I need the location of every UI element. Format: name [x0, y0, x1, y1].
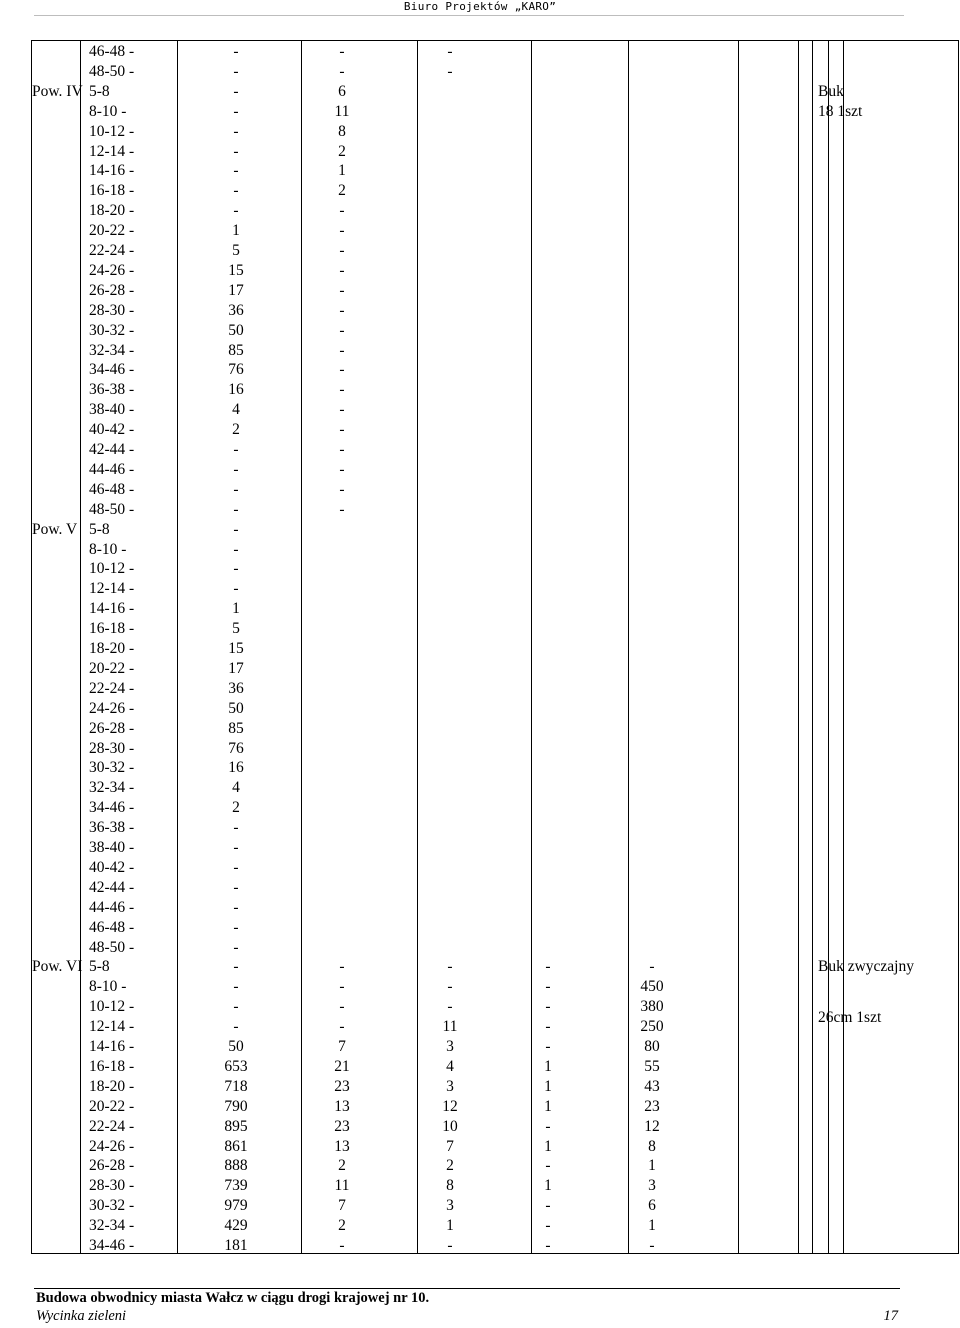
diameter-range: 5-8 — [89, 82, 110, 100]
count-cell: - — [233, 858, 239, 876]
count-cell: - — [233, 978, 239, 996]
count-cell: - — [233, 938, 239, 956]
diameter-range: 18-20 - — [89, 1077, 135, 1095]
section-label: Pow. V — [32, 520, 78, 538]
count-cell: 4 — [446, 1057, 454, 1075]
diameter-range: 28-30 - — [89, 1177, 135, 1195]
diameter-range: 10-12 - — [89, 122, 135, 140]
diameter-range: 14-16 - — [89, 162, 135, 180]
diameter-range: 30-32 - — [89, 1197, 135, 1215]
diameter-range: 34-46 - — [89, 361, 135, 379]
diameter-range: 5-8 — [89, 958, 110, 976]
count-cell: - — [339, 222, 345, 240]
diameter-range: 22-24 - — [89, 679, 135, 697]
count-cell: 2 — [446, 1157, 454, 1175]
count-cell: 17 — [228, 281, 244, 299]
count-cell: - — [233, 958, 239, 976]
count-cell: 23 — [644, 1097, 660, 1115]
count-cell: 16 — [228, 381, 244, 399]
diameter-range: 10-12 - — [89, 560, 135, 578]
species-note: Buk — [818, 82, 844, 100]
count-cell: - — [447, 958, 453, 976]
count-cell: - — [233, 43, 239, 60]
count-cell: - — [233, 878, 239, 896]
diameter-range: 34-46 - — [89, 799, 135, 817]
count-cell: - — [339, 381, 345, 399]
count-cell: 380 — [640, 998, 664, 1016]
count-cell: - — [649, 1237, 655, 1254]
section-label: Pow. IV — [32, 82, 83, 100]
count-cell: 2 — [338, 182, 346, 200]
count-cell: - — [339, 978, 345, 996]
count-cell: 181 — [224, 1237, 248, 1254]
count-cell: 8 — [446, 1177, 454, 1195]
count-cell: 790 — [224, 1097, 248, 1115]
count-cell: 15 — [228, 640, 244, 657]
count-cell: 5 — [232, 242, 240, 259]
diameter-range: 8-10 - — [89, 540, 127, 558]
count-cell: 16 — [228, 759, 244, 777]
count-cell: - — [339, 321, 345, 339]
diameter-range: 12-14 - — [89, 580, 135, 598]
count-cell: - — [233, 460, 239, 478]
count-cell: - — [233, 839, 239, 856]
count-cell: 1 — [338, 162, 346, 180]
diameter-range: 24-26 - — [89, 261, 135, 279]
count-cell: - — [339, 500, 345, 518]
count-cell: 1 — [544, 1097, 552, 1115]
count-cell: 13 — [334, 1137, 350, 1155]
count-cell: - — [339, 361, 345, 379]
count-cell: 3 — [446, 1197, 454, 1215]
diameter-range: 12-14 - — [89, 142, 135, 160]
count-cell: 50 — [228, 1038, 244, 1055]
diameter-range: 36-38 - — [89, 381, 135, 399]
diameter-range: 22-24 - — [89, 242, 135, 259]
count-cell: 2 — [338, 142, 346, 160]
diameter-range: 10-12 - — [89, 998, 135, 1016]
count-cell: - — [233, 1018, 239, 1036]
count-cell: 6 — [648, 1197, 656, 1215]
count-cell: - — [339, 281, 345, 299]
count-cell: - — [339, 242, 345, 259]
count-cell: 80 — [644, 1038, 660, 1055]
diameter-range: 36-38 - — [89, 819, 135, 837]
section-label: Pow. VI — [32, 958, 83, 976]
count-cell: - — [339, 261, 345, 279]
count-cell: 55 — [644, 1057, 660, 1075]
count-cell: - — [545, 978, 551, 996]
count-cell: - — [233, 918, 239, 936]
diameter-range: 26-28 - — [89, 719, 135, 737]
count-cell: - — [545, 998, 551, 1016]
count-cell: - — [233, 102, 239, 120]
header-title: Biuro Projektów „KARO” — [401, 0, 559, 13]
count-cell: - — [545, 1197, 551, 1215]
count-cell: 1 — [544, 1177, 552, 1195]
footer-subtitle: Wycinka zieleni — [36, 1308, 127, 1324]
count-cell: - — [545, 1237, 551, 1254]
diameter-range: 30-32 - — [89, 321, 135, 339]
count-cell: - — [339, 958, 345, 976]
data-table — [31, 40, 959, 1254]
count-cell: - — [233, 82, 239, 100]
count-cell: - — [233, 162, 239, 180]
diameter-range: 34-46 - — [89, 1237, 135, 1254]
diameter-range: 32-34 - — [89, 341, 135, 359]
count-cell: 8 — [338, 122, 346, 140]
diameter-range: 16-18 - — [89, 1057, 135, 1075]
count-cell: - — [545, 1157, 551, 1175]
count-cell: 739 — [224, 1177, 248, 1195]
count-cell: 21 — [334, 1057, 350, 1075]
count-cell: - — [447, 62, 453, 80]
count-cell: - — [545, 1117, 551, 1135]
count-cell: - — [233, 500, 239, 518]
count-cell: 718 — [224, 1077, 248, 1095]
count-cell: - — [339, 1018, 345, 1036]
count-cell: 10 — [442, 1117, 458, 1135]
count-cell: 76 — [228, 361, 244, 379]
diameter-range: 14-16 - — [89, 1038, 135, 1055]
count-cell: 7 — [446, 1137, 454, 1155]
table-column-rule — [738, 40, 739, 1254]
count-cell: 13 — [334, 1097, 350, 1115]
count-cell: - — [545, 1018, 551, 1036]
count-cell: 17 — [228, 659, 244, 677]
count-cell: 7 — [338, 1038, 346, 1055]
count-cell: 11 — [334, 102, 350, 120]
count-cell: 2 — [232, 421, 240, 439]
count-cell: 50 — [228, 699, 244, 717]
header-rule — [34, 15, 904, 16]
diameter-range: 48-50 - — [89, 938, 135, 956]
count-cell: 3 — [446, 1038, 454, 1055]
count-cell: - — [233, 441, 239, 458]
count-cell: - — [339, 998, 345, 1016]
table-column-rule — [301, 40, 302, 1254]
count-cell: - — [339, 62, 345, 80]
count-cell: - — [233, 998, 239, 1016]
table-column-rule — [843, 40, 844, 1254]
diameter-range: 18-20 - — [89, 202, 135, 220]
count-cell: 4 — [232, 401, 240, 419]
diameter-range: 20-22 - — [89, 659, 135, 677]
page-number: 17 — [883, 1308, 898, 1324]
diameter-range: 26-28 - — [89, 281, 135, 299]
table-column-rule — [177, 40, 178, 1254]
count-cell: - — [233, 480, 239, 498]
count-cell: 43 — [644, 1077, 660, 1095]
diameter-range: 46-48 - — [89, 43, 135, 60]
table-column-rule — [31, 40, 32, 1254]
count-cell: 12 — [644, 1117, 660, 1135]
diameter-range: 44-46 - — [89, 460, 135, 478]
count-cell: 4 — [232, 779, 240, 797]
count-cell: - — [233, 520, 239, 538]
count-cell: 11 — [334, 1177, 350, 1195]
diameter-range: 40-42 - — [89, 858, 135, 876]
count-cell: - — [233, 202, 239, 220]
diameter-range: 18-20 - — [89, 640, 135, 657]
count-cell: - — [447, 978, 453, 996]
count-cell: 15 — [228, 261, 244, 279]
count-cell: 1 — [544, 1077, 552, 1095]
table-column-rule — [812, 40, 813, 1254]
count-cell: - — [339, 1237, 345, 1254]
count-cell: 36 — [228, 679, 244, 697]
count-cell: 895 — [224, 1117, 248, 1135]
count-cell: - — [233, 182, 239, 200]
count-cell: 23 — [334, 1077, 350, 1095]
table-column-rule — [80, 40, 81, 1254]
diameter-range: 46-48 - — [89, 918, 135, 936]
count-cell: 861 — [224, 1137, 248, 1155]
count-cell: 1 — [544, 1137, 552, 1155]
count-cell: 6 — [338, 82, 346, 100]
count-cell: - — [233, 819, 239, 837]
page-header — [0, 0, 960, 14]
count-cell: 2 — [232, 799, 240, 817]
count-cell: - — [545, 958, 551, 976]
count-cell: 888 — [224, 1157, 248, 1175]
count-cell: - — [447, 1237, 453, 1254]
count-cell: 23 — [334, 1117, 350, 1135]
diameter-range: 32-34 - — [89, 1217, 135, 1235]
count-cell: 3 — [648, 1177, 656, 1195]
count-cell: 3 — [446, 1077, 454, 1095]
diameter-range: 22-24 - — [89, 1117, 135, 1135]
diameter-range: 42-44 - — [89, 878, 135, 896]
count-cell: - — [339, 341, 345, 359]
diameter-range: 12-14 - — [89, 1018, 135, 1036]
count-cell: - — [339, 421, 345, 439]
count-cell: 653 — [224, 1057, 248, 1075]
diameter-range: 42-44 - — [89, 441, 135, 458]
diameter-range: 8-10 - — [89, 978, 127, 996]
count-cell: 8 — [648, 1137, 656, 1155]
diameter-range: 24-26 - — [89, 1137, 135, 1155]
count-cell: - — [233, 580, 239, 598]
count-cell: - — [339, 401, 345, 419]
diameter-range: 46-48 - — [89, 480, 135, 498]
table-column-rule — [828, 40, 829, 1254]
count-cell: - — [233, 142, 239, 160]
count-cell: 250 — [640, 1018, 664, 1036]
diameter-range: 24-26 - — [89, 699, 135, 717]
count-cell: 1 — [648, 1217, 656, 1235]
count-cell: - — [545, 1217, 551, 1235]
diameter-range: 48-50 - — [89, 62, 135, 80]
diameter-range: 44-46 - — [89, 898, 135, 916]
species-note: 26cm 1szt — [818, 1009, 882, 1027]
diameter-range: 16-18 - — [89, 182, 135, 200]
count-cell: - — [339, 43, 345, 60]
diameter-range: 5-8 — [89, 520, 110, 538]
count-cell: 76 — [228, 739, 244, 757]
count-cell: 85 — [228, 341, 244, 359]
count-cell: - — [233, 898, 239, 916]
count-cell: - — [339, 460, 345, 478]
count-cell: 2 — [338, 1217, 346, 1235]
diameter-range: 32-34 - — [89, 779, 135, 797]
count-cell: 12 — [442, 1097, 458, 1115]
count-cell: 5 — [232, 620, 240, 638]
count-cell: - — [339, 480, 345, 498]
count-cell: - — [233, 62, 239, 80]
count-cell: - — [339, 441, 345, 458]
diameter-range: 38-40 - — [89, 401, 135, 419]
count-cell: 36 — [228, 301, 244, 319]
diameter-range: 26-28 - — [89, 1157, 135, 1175]
species-note: 18 1szt — [818, 102, 863, 120]
count-cell: 7 — [338, 1197, 346, 1215]
count-cell: 1 — [544, 1057, 552, 1075]
diameter-range: 28-30 - — [89, 739, 135, 757]
table-column-rule — [958, 40, 959, 1254]
species-note: Buk zwyczajny — [818, 958, 914, 976]
footer-title: Budowa obwodnicy miasta Wałcz w ciągu drogi krajowej nr 10. — [36, 1290, 430, 1306]
count-cell: 1 — [648, 1157, 656, 1175]
count-cell: - — [233, 540, 239, 558]
count-cell: 50 — [228, 321, 244, 339]
diameter-range: 30-32 - — [89, 759, 135, 777]
count-cell: - — [339, 202, 345, 220]
diameter-range: 16-18 - — [89, 620, 135, 638]
diameter-range: 40-42 - — [89, 421, 135, 439]
diameter-range: 38-40 - — [89, 839, 135, 856]
count-cell: 979 — [224, 1197, 248, 1215]
table-column-rule — [417, 40, 418, 1254]
count-cell: 1 — [232, 222, 240, 240]
count-cell: - — [649, 958, 655, 976]
count-cell: 1 — [446, 1217, 454, 1235]
count-cell: - — [447, 998, 453, 1016]
diameter-range: 28-30 - — [89, 301, 135, 319]
count-cell: - — [545, 1038, 551, 1055]
table-border — [31, 1253, 959, 1254]
count-cell: - — [233, 560, 239, 578]
diameter-range: 48-50 - — [89, 500, 135, 518]
diameter-range: 14-16 - — [89, 600, 135, 618]
count-cell: 2 — [338, 1157, 346, 1175]
diameter-range: 20-22 - — [89, 1097, 135, 1115]
diameter-range: 20-22 - — [89, 222, 135, 240]
count-cell: 1 — [232, 600, 240, 618]
diameter-range: 8-10 - — [89, 102, 127, 120]
count-cell: 85 — [228, 719, 244, 737]
count-cell: - — [339, 301, 345, 319]
count-cell: 429 — [224, 1217, 248, 1235]
count-cell: - — [447, 43, 453, 60]
table-border — [31, 40, 959, 41]
table-column-rule — [798, 40, 799, 1254]
count-cell: - — [233, 122, 239, 140]
count-cell: 11 — [442, 1018, 458, 1036]
count-cell: 450 — [640, 978, 664, 996]
